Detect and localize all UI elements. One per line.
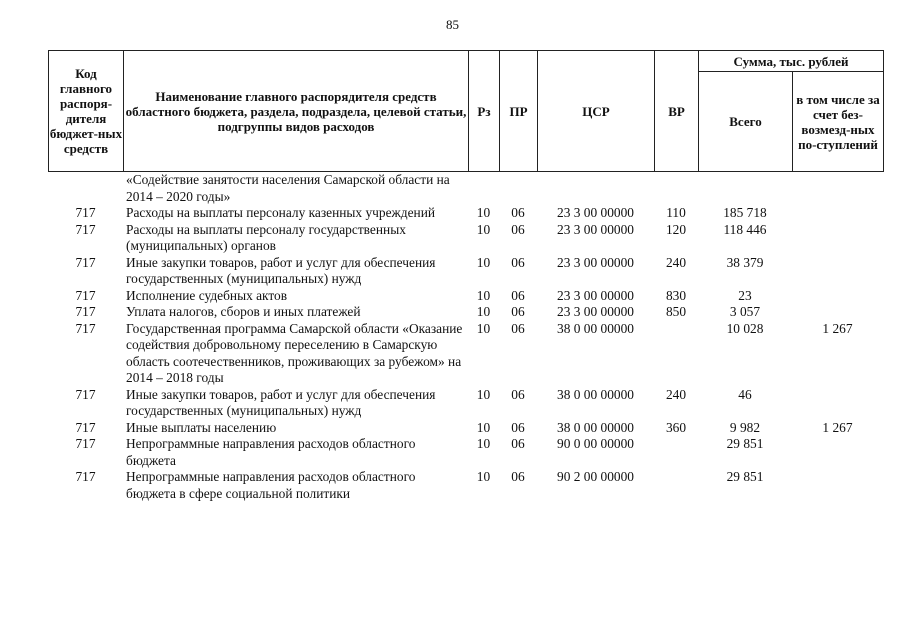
cell-csr: 38 0 00 00000 bbox=[557, 320, 634, 336]
cell-code: 717 bbox=[75, 436, 96, 451]
cell-pr: 06 bbox=[511, 320, 525, 336]
header-pr: ПР bbox=[500, 51, 538, 172]
cell-pr: 06 bbox=[511, 386, 525, 402]
cell-pr: 06 bbox=[511, 419, 525, 435]
cell-name: «Содействие занятости населения Самарской области на 2014 – 2020 годы» bbox=[126, 172, 450, 204]
cell-csr: 23 3 00 00000 bbox=[557, 287, 634, 303]
cell-incl bbox=[792, 222, 883, 255]
cell-code: 717 bbox=[75, 221, 96, 237]
table-row bbox=[48, 304, 883, 321]
cell-csr: 23 3 00 00000 bbox=[557, 205, 634, 220]
cell-vr: 830 bbox=[665, 287, 687, 303]
cell-name: Иные выплаты населению bbox=[126, 419, 277, 435]
cell-vr bbox=[654, 172, 698, 205]
table-row bbox=[48, 288, 883, 305]
table-row bbox=[48, 205, 883, 222]
cell-csr: 23 3 00 00000 bbox=[557, 304, 634, 319]
cell-incl bbox=[792, 304, 883, 321]
cell-incl: 1 267 bbox=[822, 419, 853, 435]
table-row bbox=[48, 222, 883, 255]
header-total: Всего bbox=[699, 72, 793, 172]
cell-name: Уплата налогов, сборов и иных платежей bbox=[126, 304, 361, 319]
cell-vr: 240 bbox=[665, 254, 687, 270]
cell-vr: 850 bbox=[665, 304, 687, 319]
table-row bbox=[48, 255, 883, 288]
cell-vr bbox=[654, 321, 698, 387]
cell-name: Расходы на выплаты персоналу казенных учреждений bbox=[126, 205, 436, 220]
cell-pr: 06 bbox=[511, 469, 525, 484]
header-code: Код главного распоря-дителя бюджет-ных средств bbox=[49, 51, 124, 172]
cell-pr: 06 bbox=[511, 205, 525, 220]
cell-rz: 10 bbox=[476, 287, 491, 303]
table-row bbox=[48, 172, 883, 205]
cell-vr bbox=[654, 469, 698, 502]
cell-rz: 10 bbox=[476, 436, 491, 451]
cell-rz: 10 bbox=[476, 386, 491, 402]
cell-total: 38 379 bbox=[726, 254, 764, 270]
cell-total: 29 851 bbox=[726, 469, 764, 484]
cell-csr: 38 0 00 00000 bbox=[557, 419, 634, 435]
cell-total: 46 bbox=[738, 386, 752, 402]
cell-pr: 06 bbox=[511, 436, 525, 451]
header-incl: в том числе за счет без-возмезд-ных по-ступлений bbox=[793, 72, 884, 172]
cell-name: Расходы на выплаты персоналу государственных (муниципальных) органов bbox=[126, 221, 406, 253]
cell-total: 185 718 bbox=[723, 205, 767, 220]
cell-name: Непрограммные направления расходов областного бюджета в сфере социальной политики bbox=[126, 469, 416, 501]
cell-incl bbox=[792, 387, 883, 420]
cell-code: 717 bbox=[75, 205, 96, 220]
cell-total: 9 982 bbox=[729, 419, 761, 435]
cell-name: Государственная программа Самарской области «Оказание содействия добровольному переселению в Самарскую область соотечественников, проживающих за рубежом» на 2014 – 2018 годы bbox=[126, 320, 463, 385]
cell-rz: 10 bbox=[476, 221, 491, 237]
header-csr: ЦСР bbox=[538, 51, 655, 172]
cell-vr: 240 bbox=[665, 386, 687, 402]
page-number: 85 bbox=[446, 17, 459, 32]
cell-incl bbox=[792, 436, 883, 469]
cell-code bbox=[48, 172, 123, 205]
cell-total: 118 446 bbox=[723, 221, 767, 237]
cell-incl bbox=[792, 288, 883, 305]
header-sum-group: Сумма, тыс. рублей bbox=[699, 51, 884, 72]
cell-name: Непрограммные направления расходов областного бюджета bbox=[126, 436, 416, 468]
cell-code: 717 bbox=[75, 320, 96, 336]
cell-rz: 10 bbox=[476, 469, 491, 484]
table-row bbox=[48, 420, 883, 437]
cell-csr: 23 3 00 00000 bbox=[557, 221, 634, 237]
cell-rz bbox=[468, 172, 499, 205]
cell-total bbox=[698, 172, 792, 205]
table-row bbox=[48, 321, 883, 387]
cell-rz: 10 bbox=[476, 419, 491, 435]
cell-incl bbox=[792, 255, 883, 288]
cell-total: 3 057 bbox=[729, 304, 761, 319]
cell-code: 717 bbox=[75, 304, 96, 319]
cell-vr bbox=[654, 436, 698, 469]
cell-rz: 10 bbox=[476, 205, 491, 220]
cell-name: Иные закупки товаров, работ и услуг для обеспечения государственных (муниципальных) нужд bbox=[126, 254, 436, 286]
cell-name: Исполнение судебных актов bbox=[126, 287, 288, 303]
data-table bbox=[48, 172, 883, 502]
cell-csr: 23 3 00 00000 bbox=[557, 254, 634, 270]
cell-rz: 10 bbox=[476, 254, 491, 270]
cell-total: 10 028 bbox=[726, 320, 764, 336]
cell-code: 717 bbox=[75, 419, 96, 435]
cell-code: 717 bbox=[75, 469, 96, 484]
cell-pr: 06 bbox=[511, 221, 525, 237]
cell-csr bbox=[537, 172, 654, 205]
cell-pr: 06 bbox=[511, 254, 525, 270]
table-row bbox=[48, 387, 883, 420]
cell-csr: 90 2 00 00000 bbox=[557, 469, 634, 484]
cell-vr: 360 bbox=[665, 419, 687, 435]
header-rz: Рз bbox=[469, 51, 500, 172]
cell-rz: 10 bbox=[476, 320, 491, 336]
cell-incl bbox=[792, 469, 883, 502]
cell-vr: 120 bbox=[665, 221, 687, 237]
cell-code: 717 bbox=[75, 386, 96, 402]
cell-incl bbox=[792, 172, 883, 205]
cell-total: 29 851 bbox=[726, 436, 764, 451]
cell-pr bbox=[499, 172, 537, 205]
cell-pr: 06 bbox=[511, 304, 525, 319]
table-header bbox=[48, 50, 884, 172]
header-name: Наименование главного распорядителя средств областного бюджета, раздела, подраздела, целевой статьи, подгруппы видов расходов bbox=[124, 51, 469, 172]
header-vr: ВР bbox=[655, 51, 699, 172]
cell-total: 23 bbox=[738, 287, 752, 303]
cell-pr: 06 bbox=[511, 287, 525, 303]
cell-code: 717 bbox=[75, 287, 96, 303]
cell-csr: 38 0 00 00000 bbox=[557, 386, 634, 402]
cell-incl bbox=[792, 205, 883, 222]
cell-incl: 1 267 bbox=[822, 320, 853, 336]
table-row bbox=[48, 436, 883, 469]
cell-rz: 10 bbox=[476, 304, 491, 319]
cell-code: 717 bbox=[75, 254, 96, 270]
table-row bbox=[48, 469, 883, 502]
cell-csr: 90 0 00 00000 bbox=[557, 436, 634, 451]
cell-vr: 110 bbox=[666, 205, 686, 220]
cell-name: Иные закупки товаров, работ и услуг для обеспечения государственных (муниципальных) нужд bbox=[126, 386, 436, 418]
